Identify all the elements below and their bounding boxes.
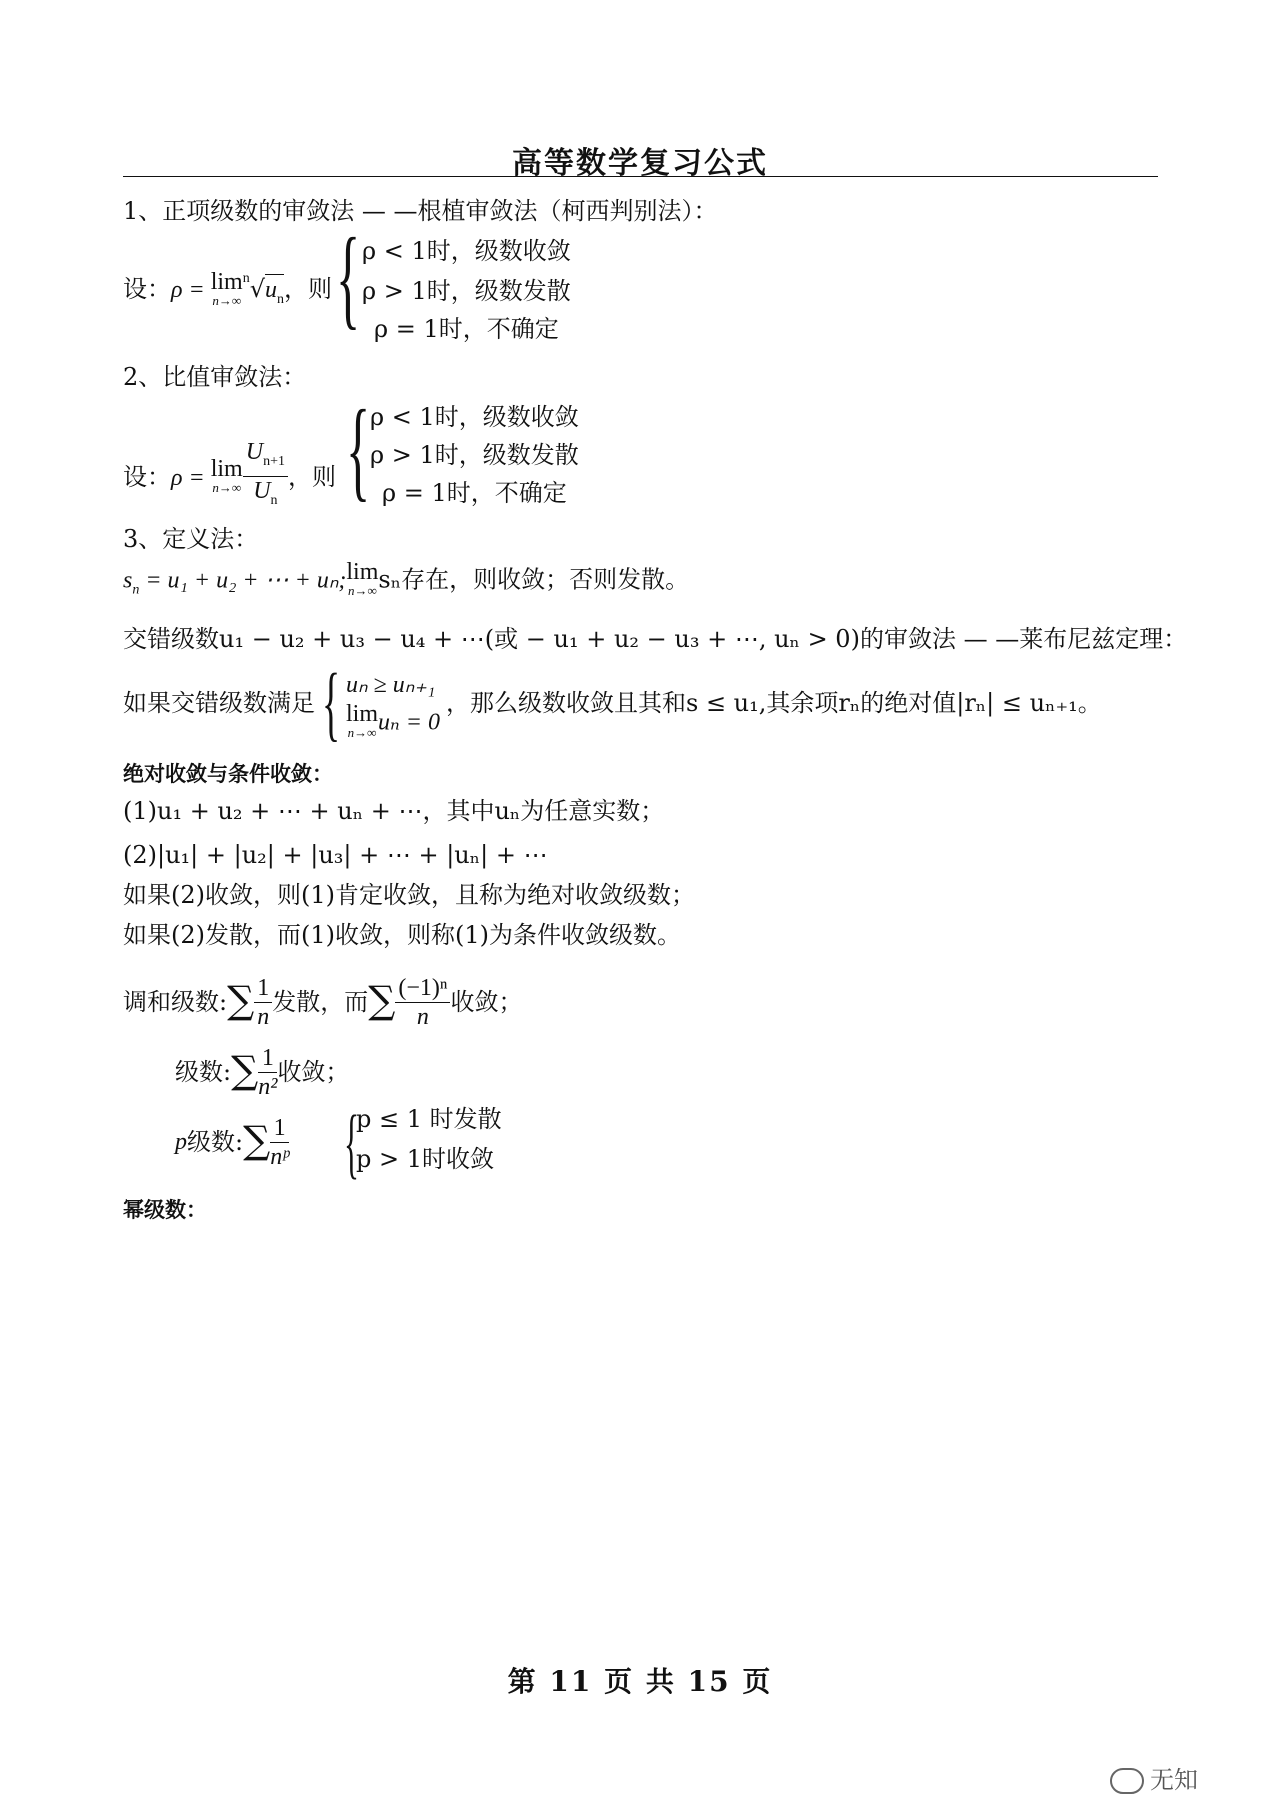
sigma-icon: ∑	[227, 978, 255, 1022]
pseries-frac: $\frac{1}{\text{nᵖ}}$	[270, 1114, 290, 1170]
s1-root-arg: $u_n$	[265, 274, 284, 303]
radical-icon: √	[249, 275, 266, 303]
sigma-icon: ∑	[368, 978, 396, 1022]
s2-brace-icon: {	[346, 388, 371, 512]
alt-brace-icon: {	[322, 657, 341, 750]
s2-then: ，则	[287, 462, 336, 491]
s1-case-2: ρ > 1时，级数发散	[362, 277, 571, 305]
s1-let: 设：	[123, 275, 171, 303]
watermark-text: 无知	[1150, 1766, 1198, 1794]
harmonic-line: 调和级数: ∑ $\frac{1}{n}$ 发散，而 ∑ $\frac{\text{(−1)ⁿ}}{n}$ 收敛；	[123, 974, 523, 1030]
page-title: 高等数学复习公式	[512, 146, 768, 181]
s3-heading: 3、定义法：	[123, 525, 259, 553]
series2-frac: $\frac{1}{\text{n²}}$	[258, 1044, 278, 1100]
s3-formula: $s_n = u_1 + u_2$ + ⋯ + uₙ; lim n→∞ sₙ存在，则收敛；否则发散。	[123, 559, 690, 598]
pseries-line: p 级数: ∑ $\frac{1}{\text{nᵖ}}$	[175, 1114, 290, 1170]
abs-line-4: 如果(2)发散，而(1)收敛，则称(1)为条件收敛级数。	[123, 921, 681, 949]
s2-case-2: ρ > 1时，级数发散	[370, 441, 579, 469]
alt-cond-2: lim n→∞ uₙ = 0	[346, 701, 440, 740]
s2-let: 设：	[123, 462, 171, 491]
s1-case-3: ρ = 1时，不确定	[374, 315, 559, 343]
s2-fraction: $\frac{U_{n+1}}{U_n}$	[243, 438, 288, 515]
title-underline	[123, 176, 1158, 177]
wechat-icon	[1110, 1768, 1144, 1794]
sigma-icon: ∑	[243, 1118, 271, 1162]
pseries-brace-icon: {	[344, 1099, 359, 1186]
abs-line-2: (2)|u₁| + |u₂| + |u₃| + ⋯ + |uₙ| + ⋯	[123, 841, 548, 869]
s1-then: ，则	[284, 275, 333, 303]
s2-heading: 2、比值审敛法：	[123, 363, 307, 391]
watermark	[1110, 1760, 1198, 1795]
abs-line-1: (1)u₁ + u₂ + ⋯ + uₙ + ⋯，其中uₙ为任意实数；	[123, 797, 665, 825]
power-heading: 幂级数：	[123, 1198, 207, 1222]
sigma-icon: ∑	[231, 1048, 259, 1092]
s1-rho: ρ =	[171, 277, 211, 303]
series2-label: 级数:	[175, 1058, 232, 1086]
s1-brace-icon: {	[336, 216, 361, 340]
harmonic-frac-2: $\frac{\text{(−1)ⁿ}}{n}$	[395, 974, 450, 1031]
pseries-label: 级数:	[187, 1128, 244, 1156]
alt-conclusion: ，那么级数收敛且其和s ≤ u₁,其余项rₙ的绝对值|rₙ| ≤ uₙ₊₁。	[446, 689, 1102, 717]
harmonic-frac-1: $\frac{1}{n}$	[254, 974, 272, 1031]
s3-limit: lim n→∞	[346, 559, 379, 598]
s1-formula	[123, 270, 332, 315]
s1-case-1: ρ < 1时，级数收敛	[362, 237, 571, 265]
pseries-case-2: p > 1时收敛	[356, 1145, 494, 1173]
s1-limit: lim n→∞	[210, 268, 243, 308]
s2-case-3: ρ = 1时，不确定	[382, 479, 567, 507]
s2-formula	[123, 440, 336, 517]
harmonic-label: 调和级数:	[123, 988, 228, 1016]
s2-limit: lim n→∞	[210, 456, 243, 496]
s2-rho: ρ =	[171, 464, 211, 491]
abs-heading: 绝对收敛与条件收敛：	[123, 762, 333, 786]
pseries-case-1: p ≤ 1 时发散	[356, 1105, 502, 1133]
s1-heading: 1、正项级数的审敛法 — —根植审敛法（柯西判别法）：	[123, 197, 718, 225]
s2-case-1: ρ < 1时，级数收敛	[370, 403, 579, 431]
s1-root-index: n	[242, 271, 250, 286]
abs-line-3: 如果(2)收敛，则(1)肯定收敛，且称为绝对收敛级数；	[123, 881, 695, 909]
series2-line: 级数: ∑ $\frac{1}{\text{n²}}$ 收敛；	[175, 1044, 350, 1100]
alt-line-1: 交错级数u₁ − u₂ + u₃ − u₄ + ⋯(或 − u₁ + u₂ − u₃ + ⋯, uₙ > 0)的审敛法 — —莱布尼兹定理：	[123, 625, 1188, 653]
page-number: 第 11 页 共 15 页	[507, 1665, 773, 1698]
alt-cond-1: uₙ ≥ uₙ₊₁	[346, 672, 436, 698]
alt-if-label: 如果交错级数满足	[123, 689, 315, 717]
